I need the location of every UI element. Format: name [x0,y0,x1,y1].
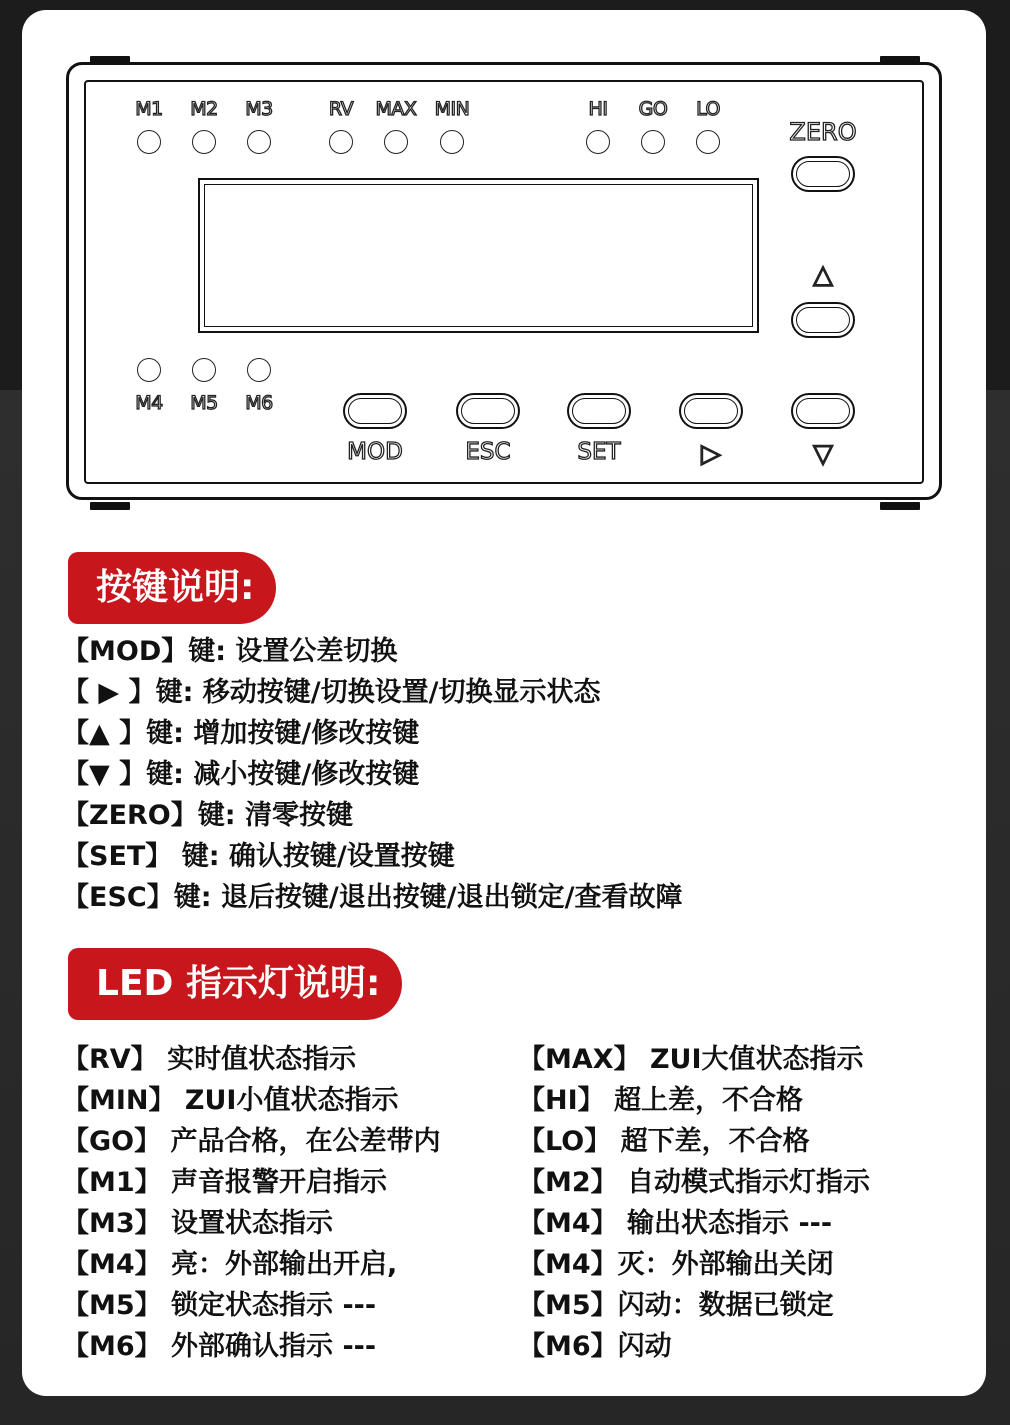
led-label-hi: HI [588,98,608,120]
led-hi-indicator [586,130,610,154]
led-description-line: 【LO】 超下差，不合格 [518,1126,810,1157]
led-description-line: 【MAX】 ZUI大值状态指示 [518,1044,864,1075]
led-description-line: 【M4】 亮：外部输出开启, [62,1249,398,1280]
led-description-line: 【MIN】 ZUI小值状态指示 [62,1085,399,1116]
led-description-line: 【M1】 声音报警开启指示 [62,1167,388,1198]
key-description-line: 【▼ 】键: 减小按键/修改按键 [62,759,420,790]
right-button[interactable] [679,393,743,429]
zero-key-label: ZERO [789,118,857,146]
right-arrow-icon: ▷ [701,439,721,469]
led-description-line: 【M5】 锁定状态指示 --- [62,1290,377,1321]
down-button[interactable] [791,393,855,429]
led-label-m3: M3 [245,98,273,120]
led-label-m2: M2 [190,98,218,120]
up-button[interactable] [791,302,855,338]
led-label-m6: M6 [245,392,273,414]
led-description-line: 【M6】 外部确认指示 --- [62,1331,377,1362]
led-section-title: LED 指示灯说明: [68,948,402,1020]
led-m5-indicator [192,358,216,382]
led-m3-indicator [247,130,271,154]
up-arrow-icon: △ [813,260,833,290]
key-description-line: 【 ▶ 】键: 移动按键/切换设置/切换显示状态 [62,677,601,708]
display-screen-inner [204,184,753,327]
key-description-line: 【▲ 】键: 增加按键/修改按键 [62,718,420,749]
led-description-line: 【M4】 输出状态指示 --- [518,1208,833,1239]
led-rv-indicator [329,130,353,154]
esc-key-label: ESC [465,439,511,465]
mod-button[interactable] [343,393,407,429]
led-description-line: 【M5】闪动：数据已锁定 [518,1290,834,1321]
led-m4-indicator [137,358,161,382]
mount-bracket [880,502,920,510]
led-description-line: 【HI】 超上差，不合格 [518,1085,804,1116]
led-lo-indicator [696,130,720,154]
mount-bracket [90,502,130,510]
led-description-line: 【M6】闪动 [518,1331,672,1362]
led-label-min: MIN [434,98,470,120]
led-m2-indicator [192,130,216,154]
led-description-line: 【M2】 自动模式指示灯指示 [518,1167,871,1198]
led-label-m1: M1 [135,98,163,120]
led-m1-indicator [137,130,161,154]
key-description-line: 【MOD】键: 设置公差切换 [62,636,398,667]
key-description-line: 【ESC】键: 退后按键/退出按键/退出锁定/查看故障 [62,882,683,913]
down-arrow-icon: ▽ [813,439,833,469]
led-label-m5: M5 [190,392,218,414]
key-description-line: 【ZERO】键: 清零按键 [62,800,353,831]
led-description-line: 【M4】灭：外部输出关闭 [518,1249,834,1280]
led-label-max: MAX [375,98,417,120]
led-label-rv: RV [328,98,354,120]
esc-button[interactable] [456,393,520,429]
led-max-indicator [384,130,408,154]
led-label-m4: M4 [135,392,163,414]
keys-section-title: 按键说明: [68,552,276,624]
led-go-indicator [641,130,665,154]
led-min-indicator [440,130,464,154]
key-description-line: 【SET】 键: 确认按键/设置按键 [62,841,455,872]
set-key-label: SET [577,439,621,465]
mod-key-label: MOD [347,439,403,465]
led-description-line: 【M3】 设置状态指示 [62,1208,334,1239]
set-button[interactable] [567,393,631,429]
led-description-line: 【RV】 实时值状态指示 [62,1044,357,1075]
led-label-lo: LO [696,98,720,120]
led-m6-indicator [247,358,271,382]
led-description-line: 【GO】 产品合格，在公差带内 [62,1126,441,1157]
led-label-go: GO [638,98,668,120]
zero-button[interactable] [791,156,855,192]
